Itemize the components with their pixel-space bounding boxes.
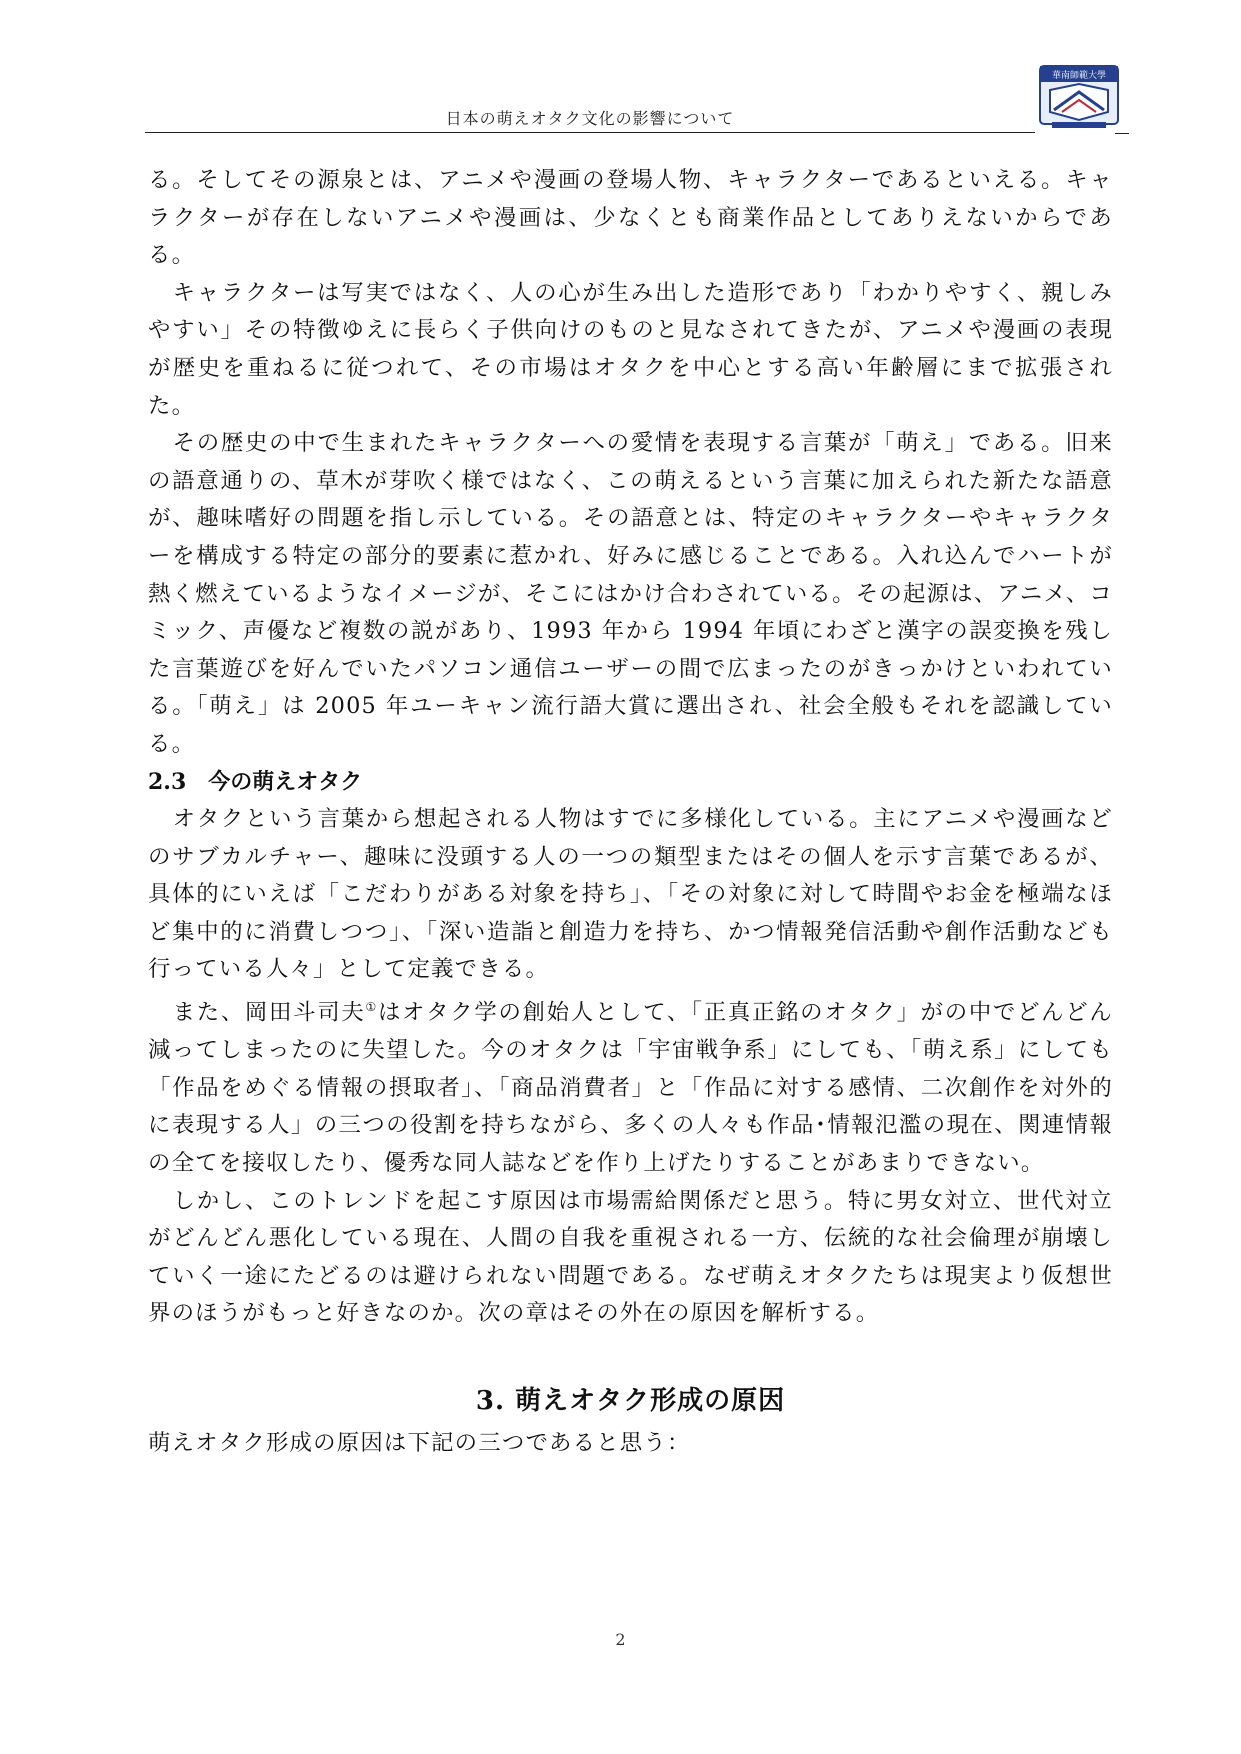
chapter-heading-3: 3. 萌えオタク形成の原因 [475, 1385, 786, 1416]
section-heading-2-3: 2.3 今の萌えオタク [148, 768, 363, 795]
header-rule [145, 132, 1035, 133]
paragraph-5-rest: はオタク学の創始人として、「正真正銘のオタク」がの中でどんどん減ってしまったのに失望した。今のオタクは「宇宙戦争系」にしても、「萌え系」にしても「作品をめぐる情報の摂取者」、「商品消費者」と「作品に対する感情、二次創作を対外的に表現する人」の三つの役割を持ちながら、多くの人々も作品･情報氾濫の現在、関連情報の全てを接収したり、優秀な同人誌などを作り上げたりすることがあまりできない。 [148, 999, 1113, 1176]
paragraph-2: キャラクターは写実ではなく、人の心が生み出した造形であり「わかりやすく、親しみやすい」その特徴ゆえに長らく子供向けのものと見なされてきたが、アニメや漫画の表現が歴史を重ねるに従つれて、その市場はオタクを中心とする高い年齢層にまで拡張された。 [148, 279, 1113, 419]
paragraph-1: る。そしてその源泉とは、アニメや漫画の登場人物、キャラクターであるといえる。キャラクターが存在しないアニメや漫画は、少なくとも商業作品としてありえないからである。 [148, 167, 1113, 269]
paragraph-5 [148, 989, 1113, 1182]
university-crest-icon [1034, 62, 1124, 132]
paragraph-4: オタクという言葉から想起される人物はすでに多様化している。主にアニメや漫画などのサブカルチャー、趣味に没頭する人の一つの類型またはその個人を示す言葉であるが、具体的にいえば「こだわりがある対象を持ち」、「その対象に対して時間やお金を極端なほど集中的に消費しつつ」、「深い造詣と創造力を持ち、かつ情報発信活動や創作活動なども行っている人々」として定義できる。 [148, 806, 1113, 983]
footnote-marker: ① [365, 1000, 378, 1015]
paragraph-5-start: また、岡田斗司夫 [172, 999, 366, 1026]
logo-text: 華南師範大學 [1051, 71, 1107, 81]
paragraph-3: その歴史の中で生まれたキャラクターへの愛情を表現する言葉が「萌え」である。旧来の語意通りの、草木が芽吹く様ではなく、この萌えるという言葉に加えられた新たな語意が、趣味嗜好の問題を指し示している。その語意とは、特定のキャラクターやキャラクターを構成する特定の部分的要素に惹かれ、好みに感じることである。入れ込んでハートが熱く燃えているようなイメージが、そこにはかけ合わされている。その起源は、アニメ、コミック、声優など複数の説があり、1993 年から 1994 年頃にわざと漢字の誤変換を残した言葉遊びを好んでいたパソコン通信ユーザーの間で広まったのがきっかけといわれている。「萌え」は 2005 年ユーキャン流行語大賞に選出され、社会全般もそれを認識している。 [148, 430, 1113, 757]
document-body [148, 162, 1113, 1462]
page-number: 2 [615, 1630, 626, 1649]
paragraph-7: 萌えオタク形成の原因は下記の三つであると思う： [148, 1429, 691, 1456]
page-header [145, 92, 1095, 137]
header-title: 日本の萌えオタク文化の影響について [445, 109, 735, 128]
paragraph-6: しかし、このトレンドを起こす原因は市場需給関係だと思う。特に男女対立、世代対立がどんどん悪化している現在、人間の自我を重視される一方、伝統的な社会倫理が崩壊していく一途にたどるのは避けられない問題である。なぜ萌えオタクたちは現実より仮想世界のほうがもっと好きなのか。次の章はその外在の原因を解析する。 [148, 1187, 1113, 1327]
header-rule-end [1115, 133, 1129, 134]
